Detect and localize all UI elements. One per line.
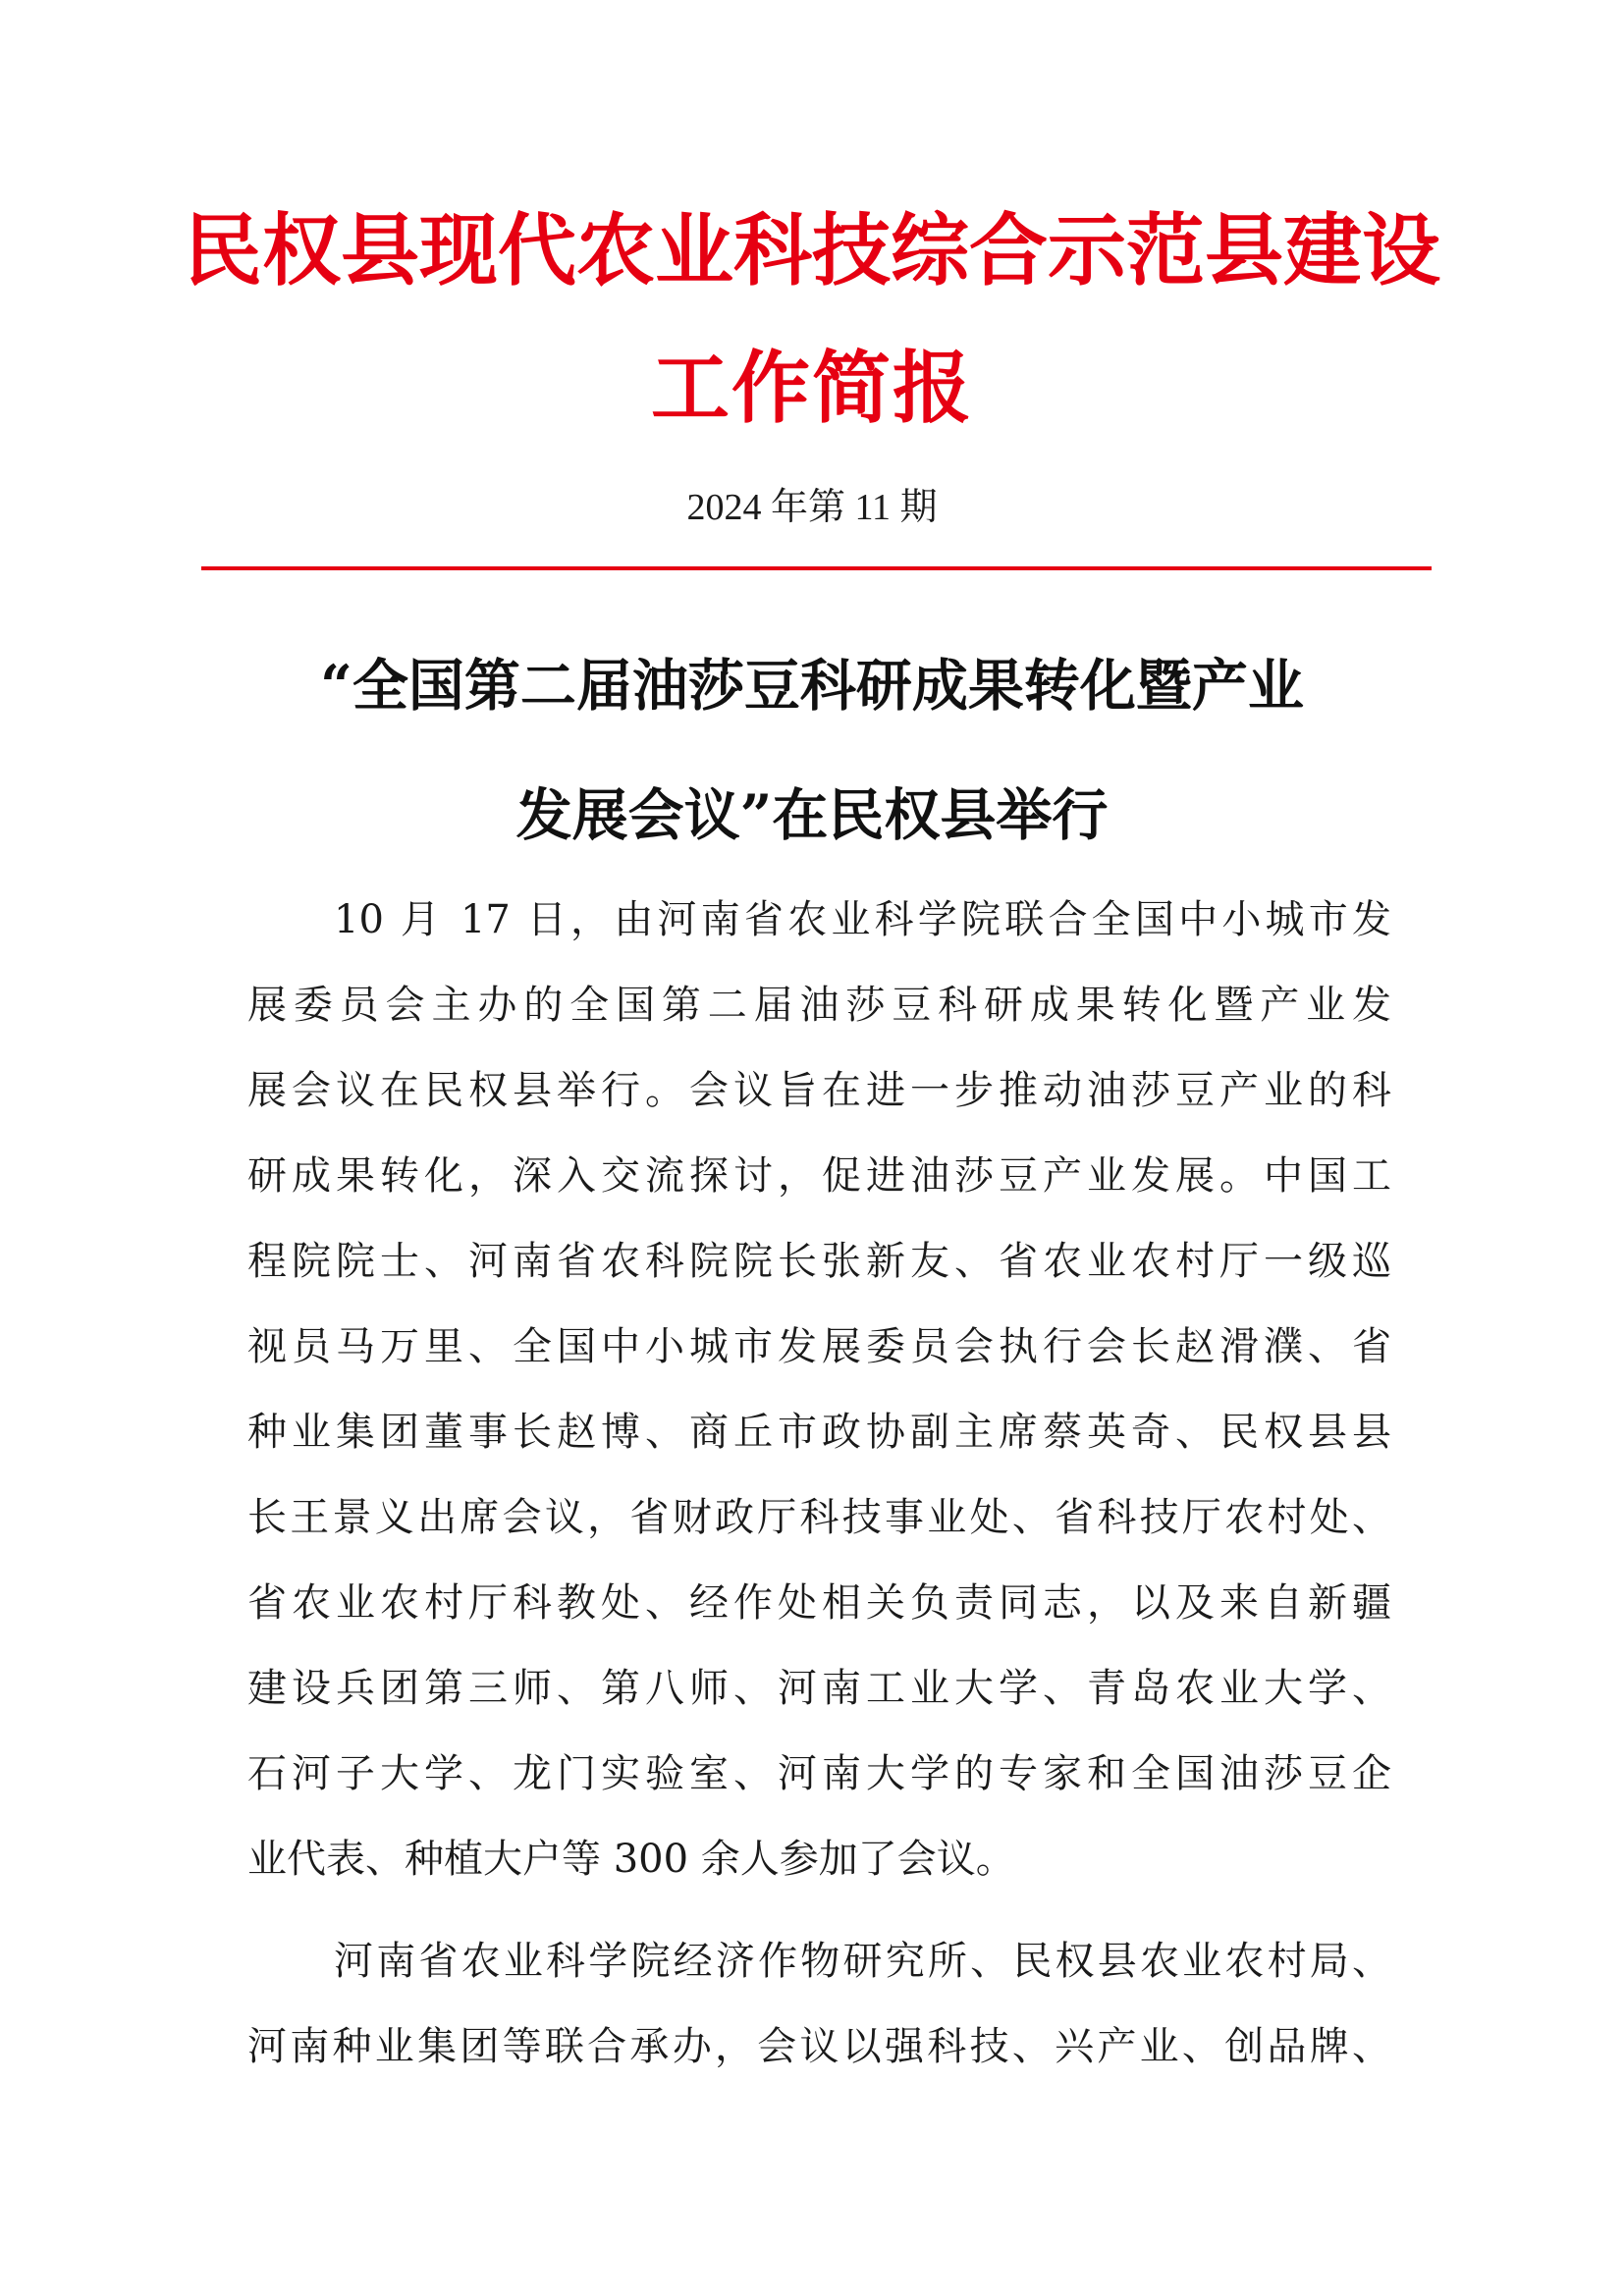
body-text-line: 业代表、种植大户等 300 余人参加了会议。 (247, 1837, 1015, 1882)
body-text-line: 展委员会主办的全国第二届油莎豆科研成果转化暨产业发 (247, 983, 1391, 1028)
masthead-title-line2: 工作简报 (651, 342, 973, 434)
body-text-line: 河南省农业科学院经济作物研究所、民权县农业农村局、 (334, 1939, 1391, 1984)
article-title-line1: “全国第二届油莎豆科研成果转化暨产业 (320, 653, 1304, 719)
body-text-line: 视员马万里、全国中小城市发展委员会执行会长赵滑濮、省 (247, 1324, 1391, 1369)
masthead-title-line1: 民权县现代农业科技综合示范县建设 (184, 204, 1440, 296)
body-text-line: 研成果转化，深入交流探讨，促进油莎豆产业发展。中国工 (247, 1153, 1391, 1199)
body-text-line: 石河子大学、龙门实验室、河南大学的专家和全国油莎豆企 (247, 1751, 1391, 1796)
body-text-line: 10 月 17 日，由河南省农业科学院联合全国中小城市发 (334, 897, 1391, 942)
body-text-line: 长王景义出席会议，省财政厅科技事业处、省科技厅农村处、 (247, 1495, 1391, 1540)
body-text-line: 种业集团董事长赵博、商丘市政协副主席蔡英奇、民权县县 (247, 1410, 1391, 1455)
red-divider-rule (201, 566, 1432, 570)
body-text-line: 建设兵团第三师、第八师、河南工业大学、青岛农业大学、 (247, 1666, 1391, 1711)
body-text-line: 河南种业集团等联合承办，会议以强科技、兴产业、创品牌、 (247, 2024, 1391, 2069)
body-text-line: 程院院士、河南省农科院院长张新友、省农业农村厅一级巡 (247, 1239, 1391, 1284)
body-text-line: 展会议在民权县举行。会议旨在进一步推动油莎豆产业的科 (247, 1068, 1391, 1113)
issue-number: 2024 年第 11 期 (686, 487, 938, 528)
article-title-line2: 发展会议”在民权县举行 (515, 782, 1109, 848)
body-text-line: 省农业农村厅科教处、经作处相关负责同志，以及来自新疆 (247, 1580, 1391, 1626)
